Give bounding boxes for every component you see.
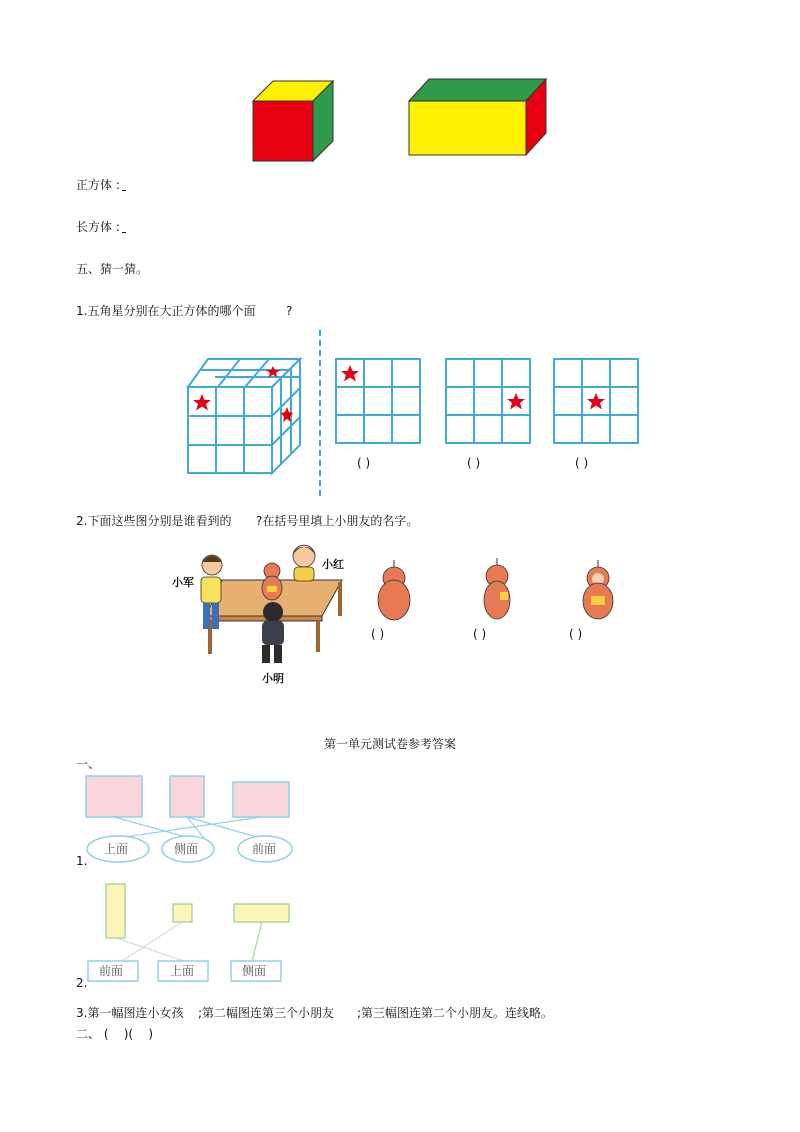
cuboid-label: 长方体 :	[76, 220, 120, 234]
face-label-side: 侧面	[174, 842, 199, 856]
question1-text: 1.五角星分别在大正方体的哪个面	[76, 304, 256, 318]
toy-figure	[262, 563, 282, 600]
face-label-front: 前面	[252, 842, 277, 856]
label-xiaohong: 小红	[322, 558, 344, 571]
question2-text: 2.下面这些图分别是谁看到的	[76, 514, 232, 528]
face2-label-top: 上面	[170, 964, 195, 978]
question2-text-cont: ?在括号里填上小朋友的名字。	[256, 514, 419, 528]
question1-qmark: ?	[286, 304, 293, 318]
answer-part2: 二、 ( )( )	[76, 1027, 154, 1041]
star-icon	[266, 366, 280, 378]
q1-answer-3[interactable]: ( )	[575, 456, 589, 470]
label-xiaoming: 小明	[262, 672, 284, 685]
star-icon	[587, 393, 605, 410]
toy-view-3-front	[583, 560, 613, 619]
answer-key-title: 第一单元测试卷参考答案	[324, 737, 457, 751]
q2-answer-3[interactable]: ( )	[569, 627, 583, 641]
cuboid-answer-blank[interactable]	[122, 232, 126, 233]
answer-item2-label: 2.	[76, 976, 88, 990]
face2-label-front: 前面	[99, 964, 124, 978]
answer-item1-label: 1.	[76, 854, 88, 868]
face2-label-side: 侧面	[242, 964, 267, 978]
answer-item3-part-c: ;第三幅图连第二个小朋友。连线略。	[357, 1006, 554, 1020]
star-icon	[341, 365, 359, 382]
star-icon	[507, 393, 525, 410]
toy-view-1-back	[378, 560, 410, 620]
toy-view-2-side	[484, 558, 510, 619]
child-xiaohong	[292, 545, 316, 581]
section5-heading: 五、猜一猜。	[76, 262, 149, 276]
dashed-divider	[319, 330, 321, 496]
star-icon	[193, 394, 211, 411]
q1-answer-2[interactable]: ( )	[467, 456, 481, 470]
label-xiaojun: 小军	[172, 576, 194, 589]
q2-answer-1[interactable]: ( )	[371, 627, 385, 641]
answer-item3-part-b: ;第二幅图连第三个小朋友	[198, 1006, 335, 1020]
face-label-top: 上面	[104, 842, 129, 856]
answer-item3-part-a: 3.第一幅图连小女孩	[76, 1006, 184, 1020]
cube-label: 正方体 :	[76, 178, 120, 192]
q1-answer-1[interactable]: ( )	[357, 456, 371, 470]
answer-part1-label: 一、	[76, 757, 101, 771]
q2-answer-2[interactable]: ( )	[473, 627, 487, 641]
child-xiaoming	[262, 602, 284, 663]
